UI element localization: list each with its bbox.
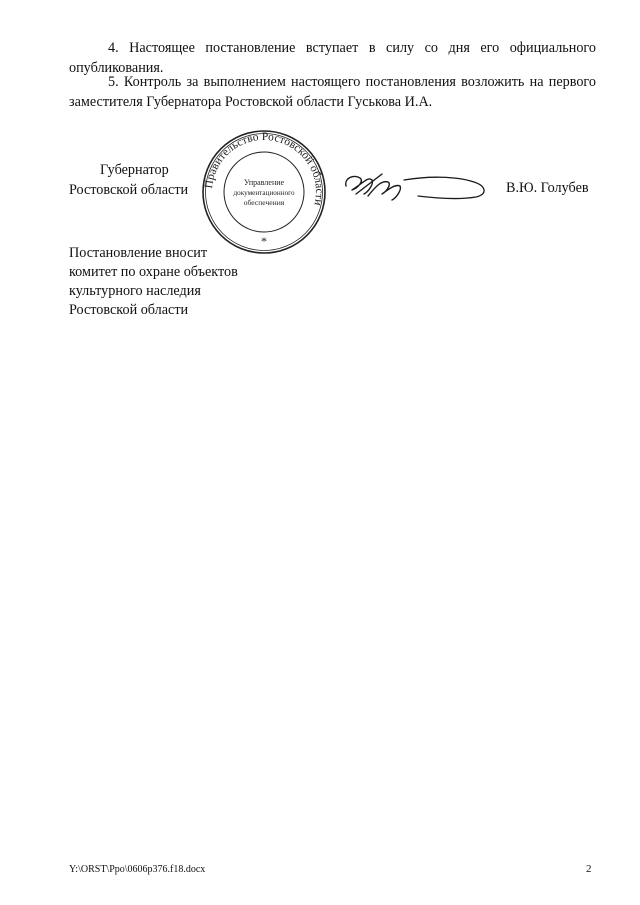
seal-inner-line2: документационного — [233, 189, 295, 197]
submitter-line4: Ростовской области — [69, 302, 189, 318]
handwritten-signature — [338, 164, 498, 204]
submitter-line2: комитет по охране объектов — [69, 264, 238, 280]
footer-file-path: Y:\ORST\Ppo\0606p376.f18.docx — [69, 864, 206, 875]
submitter-line1: Постановление вносит — [69, 245, 208, 261]
paragraph-5 — [69, 72, 596, 112]
signer-title-line1: Губернатор — [100, 162, 169, 178]
signer-title — [69, 160, 188, 200]
page-number: 2 — [586, 863, 592, 875]
seal-inner-line3: обеспечения — [243, 198, 285, 207]
submitter-line3: культурного наследия — [69, 283, 201, 299]
paragraph-4-text: 4. Настоящее постановление вступает в силу со дня его официального опубликования. — [69, 40, 596, 76]
official-seal — [200, 128, 328, 256]
seal-outer-text-path: Правительство Ростовской области — [203, 130, 326, 207]
seal-inner-line1: Управление — [243, 178, 285, 187]
signer-name: В.Ю. Голубев — [506, 180, 589, 196]
paragraph-5-text: 5. Контроль за выполнением настоящего постановления возложить на первого заместителя Губернатора Ростовской области Гуськова И.А. — [69, 74, 596, 110]
seal-star: * — [261, 234, 267, 248]
signer-title-line2: Ростовской области — [69, 182, 189, 198]
submitter-block — [69, 244, 238, 320]
